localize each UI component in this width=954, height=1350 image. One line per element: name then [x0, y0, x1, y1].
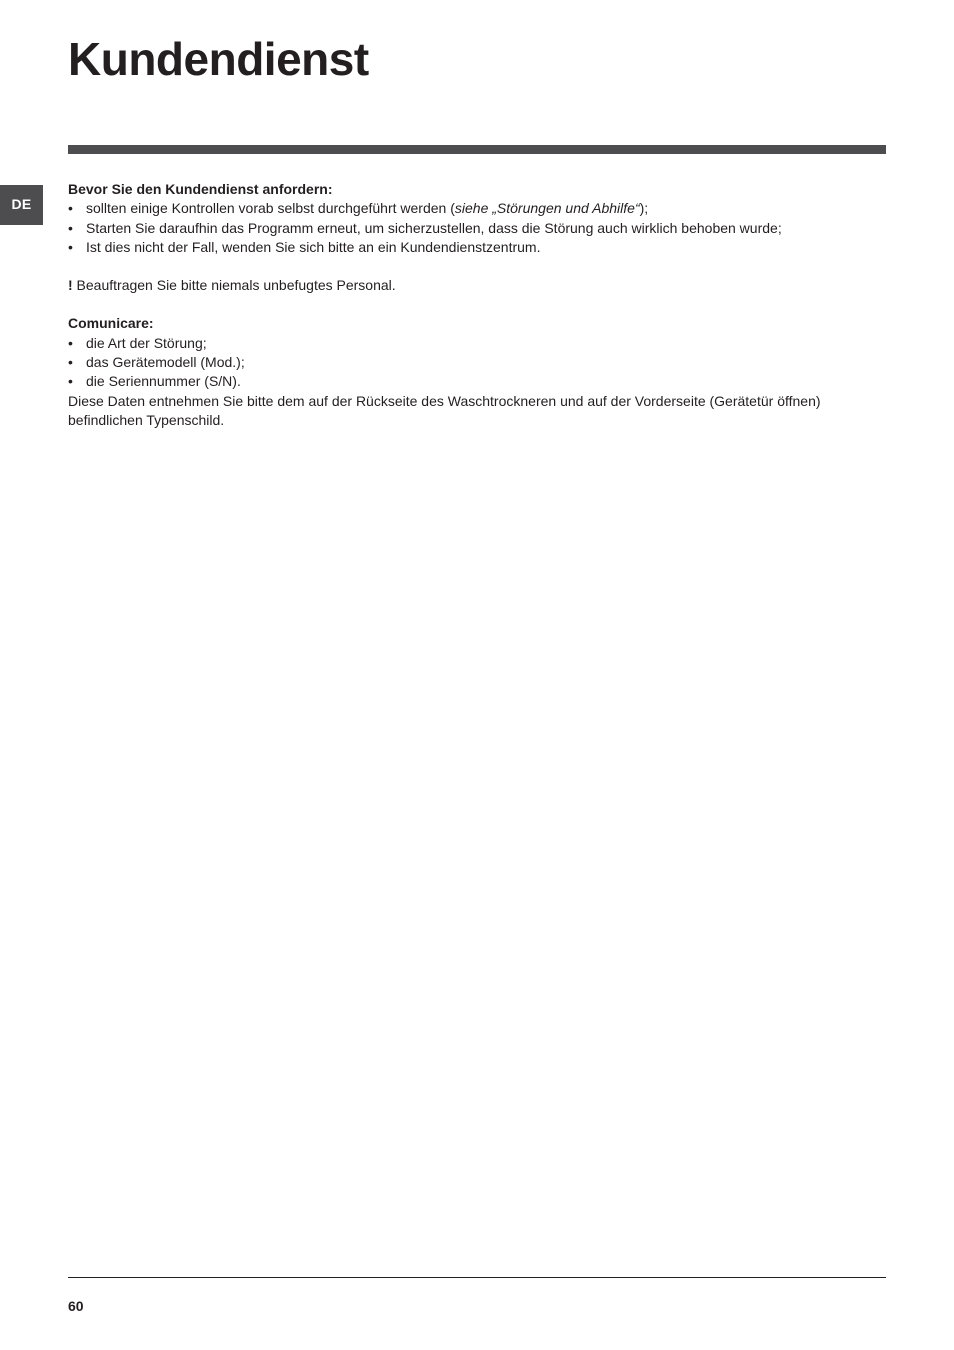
bullet-icon: • — [68, 334, 73, 351]
page-title: Kundendienst — [68, 33, 369, 85]
list-item-text: Starten Sie daraufhin das Programm erneut, um sicherzustellen, dass die Störung auch wirklich behoben wurde; — [86, 219, 782, 236]
list-item-text: die Art der Störung; — [86, 334, 207, 351]
bullet-icon: • — [68, 354, 73, 371]
bullet-icon: • — [68, 238, 73, 255]
list-item — [68, 353, 886, 372]
rating-plate-paragraph: Diese Daten entnehmen Sie bitte dem auf der Rückseite des Waschtrockneren und auf der Vorderseite (Gerätetür öffnen) befindlichen Typenschild. — [68, 392, 821, 428]
bullet-icon: • — [68, 219, 73, 236]
list-item — [68, 199, 886, 218]
list-item-text-end: ); — [639, 200, 649, 217]
page-content — [68, 180, 886, 430]
section-heading-before-service: Bevor Sie den Kundendienst anfordern: — [68, 181, 333, 197]
language-tab: DE — [0, 185, 43, 225]
bullet-icon: • — [68, 373, 73, 390]
list-item — [68, 219, 886, 238]
page-number: 60 — [68, 1298, 84, 1314]
bullet-icon: • — [68, 200, 73, 217]
info-list — [68, 334, 886, 392]
list-item-text: das Gerätemodell (Mod.); — [86, 354, 245, 371]
list-item-text: sollten einige Kontrollen vorab selbst durchgeführt werden ( — [86, 200, 455, 217]
list-item-text: die Seriennummer (S/N). — [86, 373, 241, 390]
warning-icon: ! — [68, 277, 73, 294]
warning-note — [68, 276, 886, 295]
warning-text: Beauftragen Sie bitte niemals unbefugtes Personal. — [72, 277, 396, 294]
list-item — [68, 334, 886, 353]
list-item — [68, 372, 886, 391]
footer-divider — [68, 1277, 886, 1278]
title-divider — [68, 145, 886, 154]
list-item-text: Ist dies nicht der Fall, wenden Sie sich bitte an ein Kundendienstzentrum. — [86, 238, 541, 255]
section-heading-communicate: Comunicare: — [68, 315, 154, 332]
list-item — [68, 238, 886, 257]
cross-reference: siehe „Störungen und Abhilfe“ — [454, 200, 640, 217]
checklist-before-service — [68, 199, 886, 257]
